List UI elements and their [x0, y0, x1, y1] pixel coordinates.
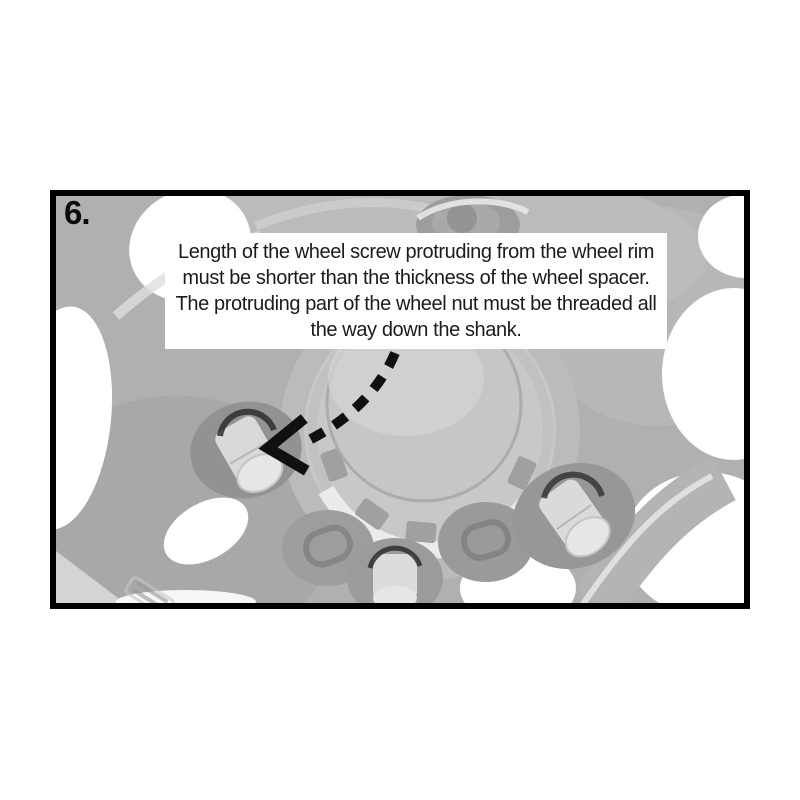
- caption-line: The protruding part of the wheel nut must be threaded all: [175, 293, 657, 315]
- caption-box: [165, 233, 667, 349]
- step-number: 6.: [64, 194, 90, 231]
- instruction-figure: [50, 190, 750, 609]
- caption-line: Length of the wheel screw protruding from the wheel rim: [177, 241, 655, 263]
- caption-line: the way down the shank.: [310, 319, 522, 341]
- caption-line: must be shorter than the thickness of the wheel spacer.: [182, 267, 650, 289]
